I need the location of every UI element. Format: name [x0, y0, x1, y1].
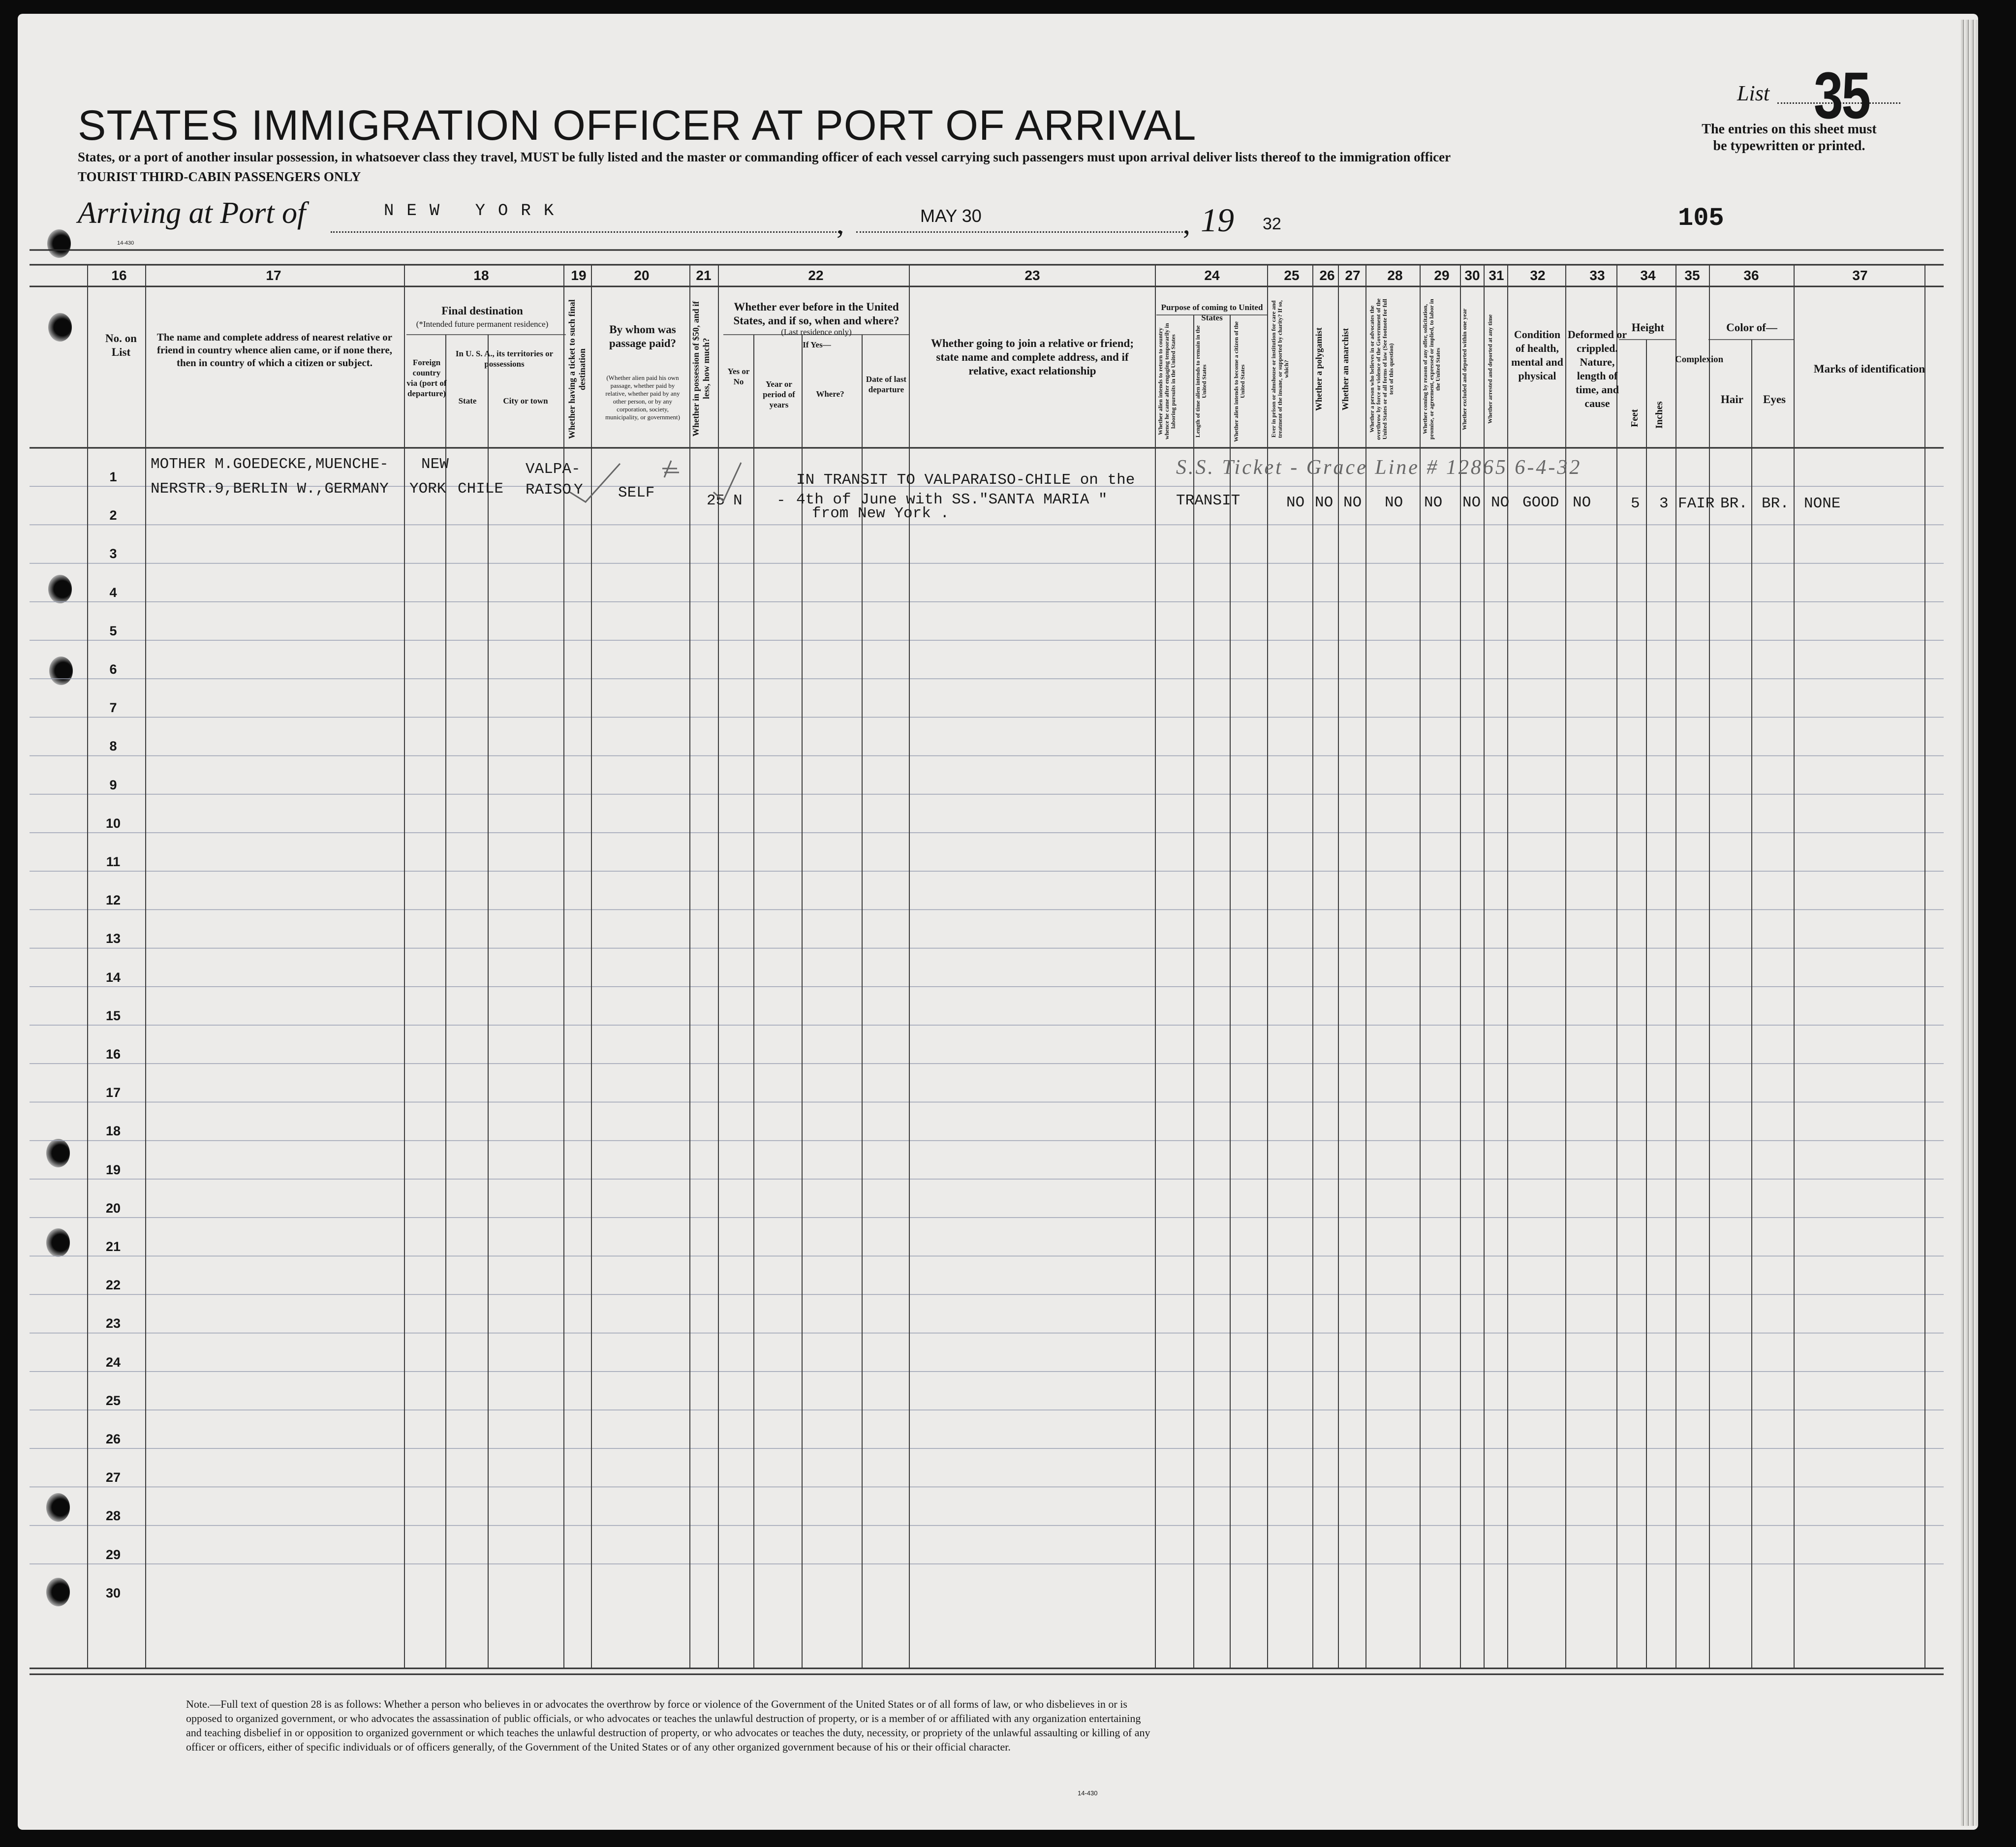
row-number: 4 [109, 585, 117, 600]
entry-eyes: BR. [1762, 495, 1789, 512]
column-number: 24 [1204, 268, 1220, 283]
entry-polygamist: NO [1315, 494, 1334, 511]
header-money: Whether in possession of $50, and if less, how much? [691, 301, 711, 437]
header-prison: Ever in prison or almshouse or institution for care and treatment of the insane, or supported by charity? If so, which? [1270, 300, 1290, 438]
entry-labor-offer: NO [1424, 494, 1443, 511]
header-date-last-departure: Date of last departure [866, 375, 907, 394]
entry-marks: NONE [1804, 495, 1841, 512]
row-number: 6 [109, 662, 117, 677]
arrival-year: 32 [1263, 215, 1281, 233]
header-state: State [458, 396, 477, 406]
header-final-destination: Final destination [441, 305, 523, 317]
entry-dest-state: CHILE [458, 480, 504, 498]
entry-complexion: FAIR [1678, 495, 1715, 512]
row-number: 16 [105, 1047, 121, 1062]
page-title: STATES IMMIGRATION OFFICER AT PORT OF ARRIVAL [78, 102, 1197, 149]
instruction-text: States, or a port of another insular possession, in whatsoever class they travel, MUST be fully listed and the master or commanding officer of each vessel carrying such passengers must upon arrival deliver lists thereof to the immigration officer [78, 150, 1451, 164]
row-number: 30 [105, 1585, 121, 1600]
entry-overthrow: NO [1385, 494, 1403, 511]
row-number: 21 [105, 1239, 121, 1254]
list-label: List [1737, 81, 1770, 105]
row-number: 3 [109, 546, 117, 562]
arrival-date: MAY 30 [920, 206, 982, 226]
column-number: 36 [1743, 268, 1759, 283]
header-eyes: Eyes [1763, 393, 1786, 406]
entry-hair: BR. [1720, 495, 1748, 512]
port-value: NEW YORK [384, 202, 567, 220]
header-overthrow: Whether a person who believes in or advocates the overthrow by force or violence of the Government of the United States or of all forms of law (See footnote for full text of this question) [1368, 298, 1395, 440]
entry-health: GOOD [1522, 494, 1559, 511]
row-number: 26 [105, 1432, 121, 1446]
header-hair: Hair [1721, 393, 1743, 406]
row-number: 15 [105, 1008, 121, 1023]
header-usa: In U. S. A., its territories or possessions [455, 349, 554, 369]
header-passage-paid: By whom was passage paid? [609, 323, 677, 349]
header-deformed: Deformed or crippled. Nature, length of time, and cause [1567, 328, 1627, 409]
column-number: 28 [1387, 268, 1403, 283]
header-no-on-list: No. on List [105, 332, 137, 358]
column-number: 27 [1345, 268, 1361, 283]
entry-feet: 5 [1631, 495, 1640, 512]
row-number: 5 [109, 623, 117, 638]
header-join-relative: Whether going to join a relative or friend; state name and complete address, and if relative, exact relationship [930, 337, 1134, 377]
entry-ticket: Y [574, 481, 583, 499]
entry-relative-line2: NERSTR.9,BERLIN W.,GERMANY [151, 480, 389, 498]
header-excluded-deported: Whether excluded and deported within one year [1461, 308, 1468, 430]
header-polygamist: Whether a polygamist [1314, 327, 1324, 411]
entry-excluded: NO [1462, 494, 1481, 511]
column-number: 23 [1024, 268, 1040, 283]
row-number: 17 [105, 1085, 121, 1100]
entry-dash: - [776, 492, 786, 509]
header-marks-of-identification: Marks of identification [1813, 363, 1925, 375]
header-height: Height [1631, 321, 1665, 334]
column-number: 22 [808, 268, 824, 283]
row-number: 28 [105, 1508, 121, 1524]
row-number: 8 [109, 739, 117, 754]
entry-join-line1: IN TRANSIT TO VALPARAISO-CHILE on the [796, 471, 1135, 489]
header-if-yes: If Yes— [803, 340, 831, 349]
row-number: 18 [105, 1124, 121, 1139]
column-number: 30 [1464, 268, 1480, 283]
entry-prison: NO [1286, 494, 1305, 511]
header-where: Where? [816, 389, 844, 399]
header-length-of-stay: Length of time alien intends to remain in the United States [1194, 325, 1208, 438]
list-number: 35 [1814, 59, 1869, 132]
row-number: 9 [109, 777, 117, 792]
form-number: 14-430 [117, 240, 134, 246]
header-purpose: Purpose of coming to United States [1161, 303, 1263, 322]
header-city: City or town [503, 396, 548, 406]
entry-anarchist: NO [1343, 494, 1362, 511]
row-number: 24 [105, 1354, 121, 1370]
column-number: 33 [1589, 268, 1605, 283]
column-number: 32 [1530, 268, 1546, 283]
row-number: 10 [105, 815, 121, 831]
header-ever-before: Whether ever before in the United States, and if so, when and where? [733, 301, 899, 327]
entry-dest-foreign-line2: YORK [409, 480, 446, 498]
header-final-destination-note: (*Intended future permanent residence) [416, 319, 549, 329]
row-number: 14 [105, 970, 121, 985]
entry-dest-foreign-line1: NEW [421, 456, 449, 473]
row-number: 29 [105, 1547, 121, 1562]
row-number: 13 [105, 931, 121, 946]
entry-deformed: NO [1573, 494, 1591, 511]
header-yes-no: Yes or No [727, 367, 750, 386]
handwritten-annotation: S.S. Ticket - Grace Line # 12865 6-4-32 [1176, 456, 1582, 479]
entry-join-line2: 4th of June with SS."SANTA MARIA " [796, 491, 1108, 508]
header-ever-before-note: (Last residence only) [781, 327, 852, 337]
row-number: 22 [105, 1278, 121, 1293]
column-number: 29 [1434, 268, 1450, 283]
column-number: 18 [473, 268, 489, 283]
page-number: 105 [1678, 204, 1724, 233]
entry-purpose: TRANSIT [1176, 492, 1241, 509]
header-anarchist: Whether an anarchist [1340, 328, 1350, 410]
entry-relative-line1: MOTHER M.GOEDECKE,MUENCHE- [151, 456, 389, 473]
entry-dest-city-line2: RAISO [526, 481, 572, 499]
header-passage-note: (Whether alien paid his own passage, whether paid by relative, whether paid by any other person, or by any corporation, society, municipality, or government) [605, 374, 680, 421]
row-number: 19 [105, 1162, 121, 1177]
column-number: 31 [1489, 268, 1504, 283]
column-number: 34 [1640, 268, 1656, 283]
column-number: 16 [111, 268, 127, 283]
column-number: 20 [634, 268, 650, 283]
row-number: 11 [106, 854, 121, 869]
entry-dest-city-line1: VALPA- [526, 461, 581, 478]
column-number: 35 [1684, 268, 1700, 283]
row-number: 1 [109, 470, 117, 484]
entries-note: The entries on this sheet must be typewritten or printed. [1702, 122, 1877, 154]
separator: , [837, 207, 844, 240]
header-nearest-relative: The name and complete address of nearest relative or friend in country whence alien came, or if none there, then in country of which a citizen or subject. [156, 331, 393, 369]
pencil-check-marks [566, 458, 743, 507]
form-number: 14-430 [1078, 1789, 1098, 1797]
row-number: 2 [109, 508, 117, 523]
column-number: 17 [266, 268, 281, 283]
year-prefix: 19 [1201, 201, 1234, 239]
header-purpose-return: Whether alien intends to return to country whence he came after engaging temporarily in laboring pursuits in the United States [1157, 323, 1177, 440]
row-number: 23 [105, 1316, 121, 1331]
header-foreign-country: Foreign country via (port of departure) [406, 358, 447, 398]
entry-join-line3: from New York . [812, 505, 950, 522]
column-number: 37 [1852, 268, 1868, 283]
header-inches: Inches [1654, 401, 1665, 429]
row-number: 7 [109, 700, 117, 716]
separator: , [1183, 207, 1190, 240]
header-arrested-deported: Whether arrested and deported at any time [1487, 314, 1493, 424]
row-number: 12 [105, 893, 121, 908]
column-number: 21 [696, 268, 712, 283]
entry-paid-by: SELF [618, 484, 655, 501]
column-number: 19 [571, 268, 587, 283]
entry-money: 25 [707, 492, 725, 509]
entry-inches: 3 [1659, 495, 1669, 512]
column-number: 25 [1284, 268, 1300, 283]
footnote: Note.—Full text of question 28 is as follows: Whether a person who believes in or advocates the overthrow by force or violence of the Government of the United States or of all forms of law, or who disbelieves in or is opposed to organized government, or who advocates the assassination of public officials, or who advocates or teaches the unlawful destruction of property, or is a member of or affiliated with any organization entertaining and teaching disbelief in or opposition to organized government or which teaches the unlawful destruction of property, or who advocates or teaches the duty, necessity, or propriety of the unlawful assaulting or killing of any officer or officers, either of specific individuals or of officers generally, of the Government of the United States or of any other organized government because of his or their official character. [186, 1698, 1150, 1753]
passenger-class-line: TOURIST THIRD-CABIN PASSENGERS ONLY [78, 169, 361, 184]
arriving-label: Arriving at Port of [78, 196, 306, 230]
column-number: 26 [1319, 268, 1335, 283]
header-ticket: Whether having a ticket to such final destination [567, 299, 587, 439]
entry-arrested: NO [1491, 494, 1510, 511]
header-color-of: Color of— [1726, 321, 1777, 334]
header-year-period: Year or period of years [763, 379, 795, 409]
entry-ever-before: N [733, 492, 743, 509]
header-health: Condition of health, mental and physical [1511, 328, 1563, 382]
row-number: 20 [105, 1200, 121, 1216]
header-become-citizen: Whether alien intends to become a citizen of the United States [1233, 321, 1246, 442]
header-feet: Feet [1629, 409, 1640, 428]
header-complexion: Complexion [1675, 354, 1724, 365]
header-labor-offer: Whether coming by reason of any offer, solicitation, promise, or agreement, expressed or implied, to labor in the United States [1422, 299, 1441, 439]
row-number: 27 [105, 1470, 121, 1485]
row-number: 25 [105, 1393, 121, 1408]
